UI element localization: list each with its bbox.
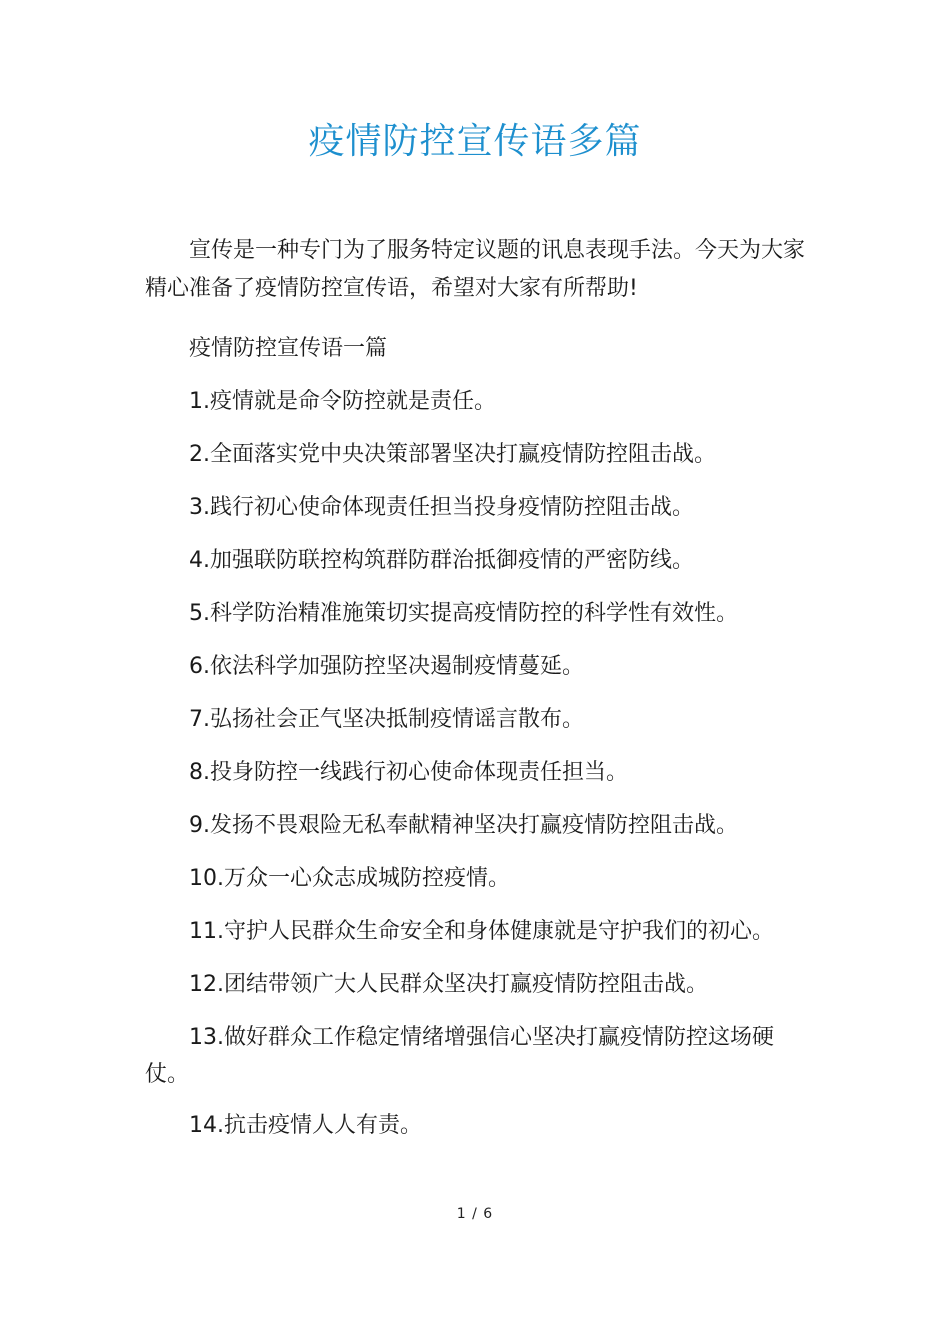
slogan-item: 6.依法科学加强防控坚决遏制疫情蔓延。 bbox=[189, 654, 584, 679]
document-title: 疫情防控宣传语多篇 bbox=[308, 121, 642, 162]
slogan-item: 11.守护人民群众生命安全和身体健康就是守护我们的初心。 bbox=[189, 919, 774, 944]
slogan-item: 8.投身防控一线践行初心使命体现责任担当。 bbox=[189, 760, 628, 785]
slogan-item: 9.发扬不畏艰险无私奉献精神坚决打赢疫情防控阻击战。 bbox=[189, 813, 738, 838]
slogan-item: 5.科学防治精准施策切实提高疫情防控的科学性有效性。 bbox=[189, 601, 738, 626]
slogan-item: 4.加强联防联控构筑群防群治抵御疫情的严密防线。 bbox=[189, 548, 694, 573]
document-body bbox=[145, 232, 810, 1152]
page-indicator: 1 / 6 bbox=[456, 1206, 494, 1222]
slogan-item: 14.抗击疫情人人有责。 bbox=[189, 1113, 422, 1138]
slogan-item: 2.全面落实党中央决策部署坚决打赢疫情防控阻击战。 bbox=[189, 442, 716, 467]
slogan-item: 1.疫情就是命令防控就是责任。 bbox=[189, 389, 496, 414]
slogan-item: 7.弘扬社会正气坚决抵制疫情谣言散布。 bbox=[189, 707, 584, 732]
slogan-item: 13.做好群众工作稳定情绪增强信心坚决打赢疫情防控这场硬仗。 bbox=[145, 1025, 774, 1087]
slogan-item: 10.万众一心众志成城防控疫情。 bbox=[189, 866, 510, 891]
slogan-item: 12.团结带领广大人民群众坚决打赢疫情防控阻击战。 bbox=[189, 972, 708, 997]
section-heading: 疫情防控宣传语一篇 bbox=[189, 336, 388, 361]
slogan-item: 3.践行初心使命体现责任担当投身疫情防控阻击战。 bbox=[189, 495, 694, 520]
intro-paragraph: 宣传是一种专门为了服务特定议题的讯息表现手法。今天为大家精心准备了疫情防控宣传语，希望对大家有所帮助! bbox=[145, 238, 806, 301]
